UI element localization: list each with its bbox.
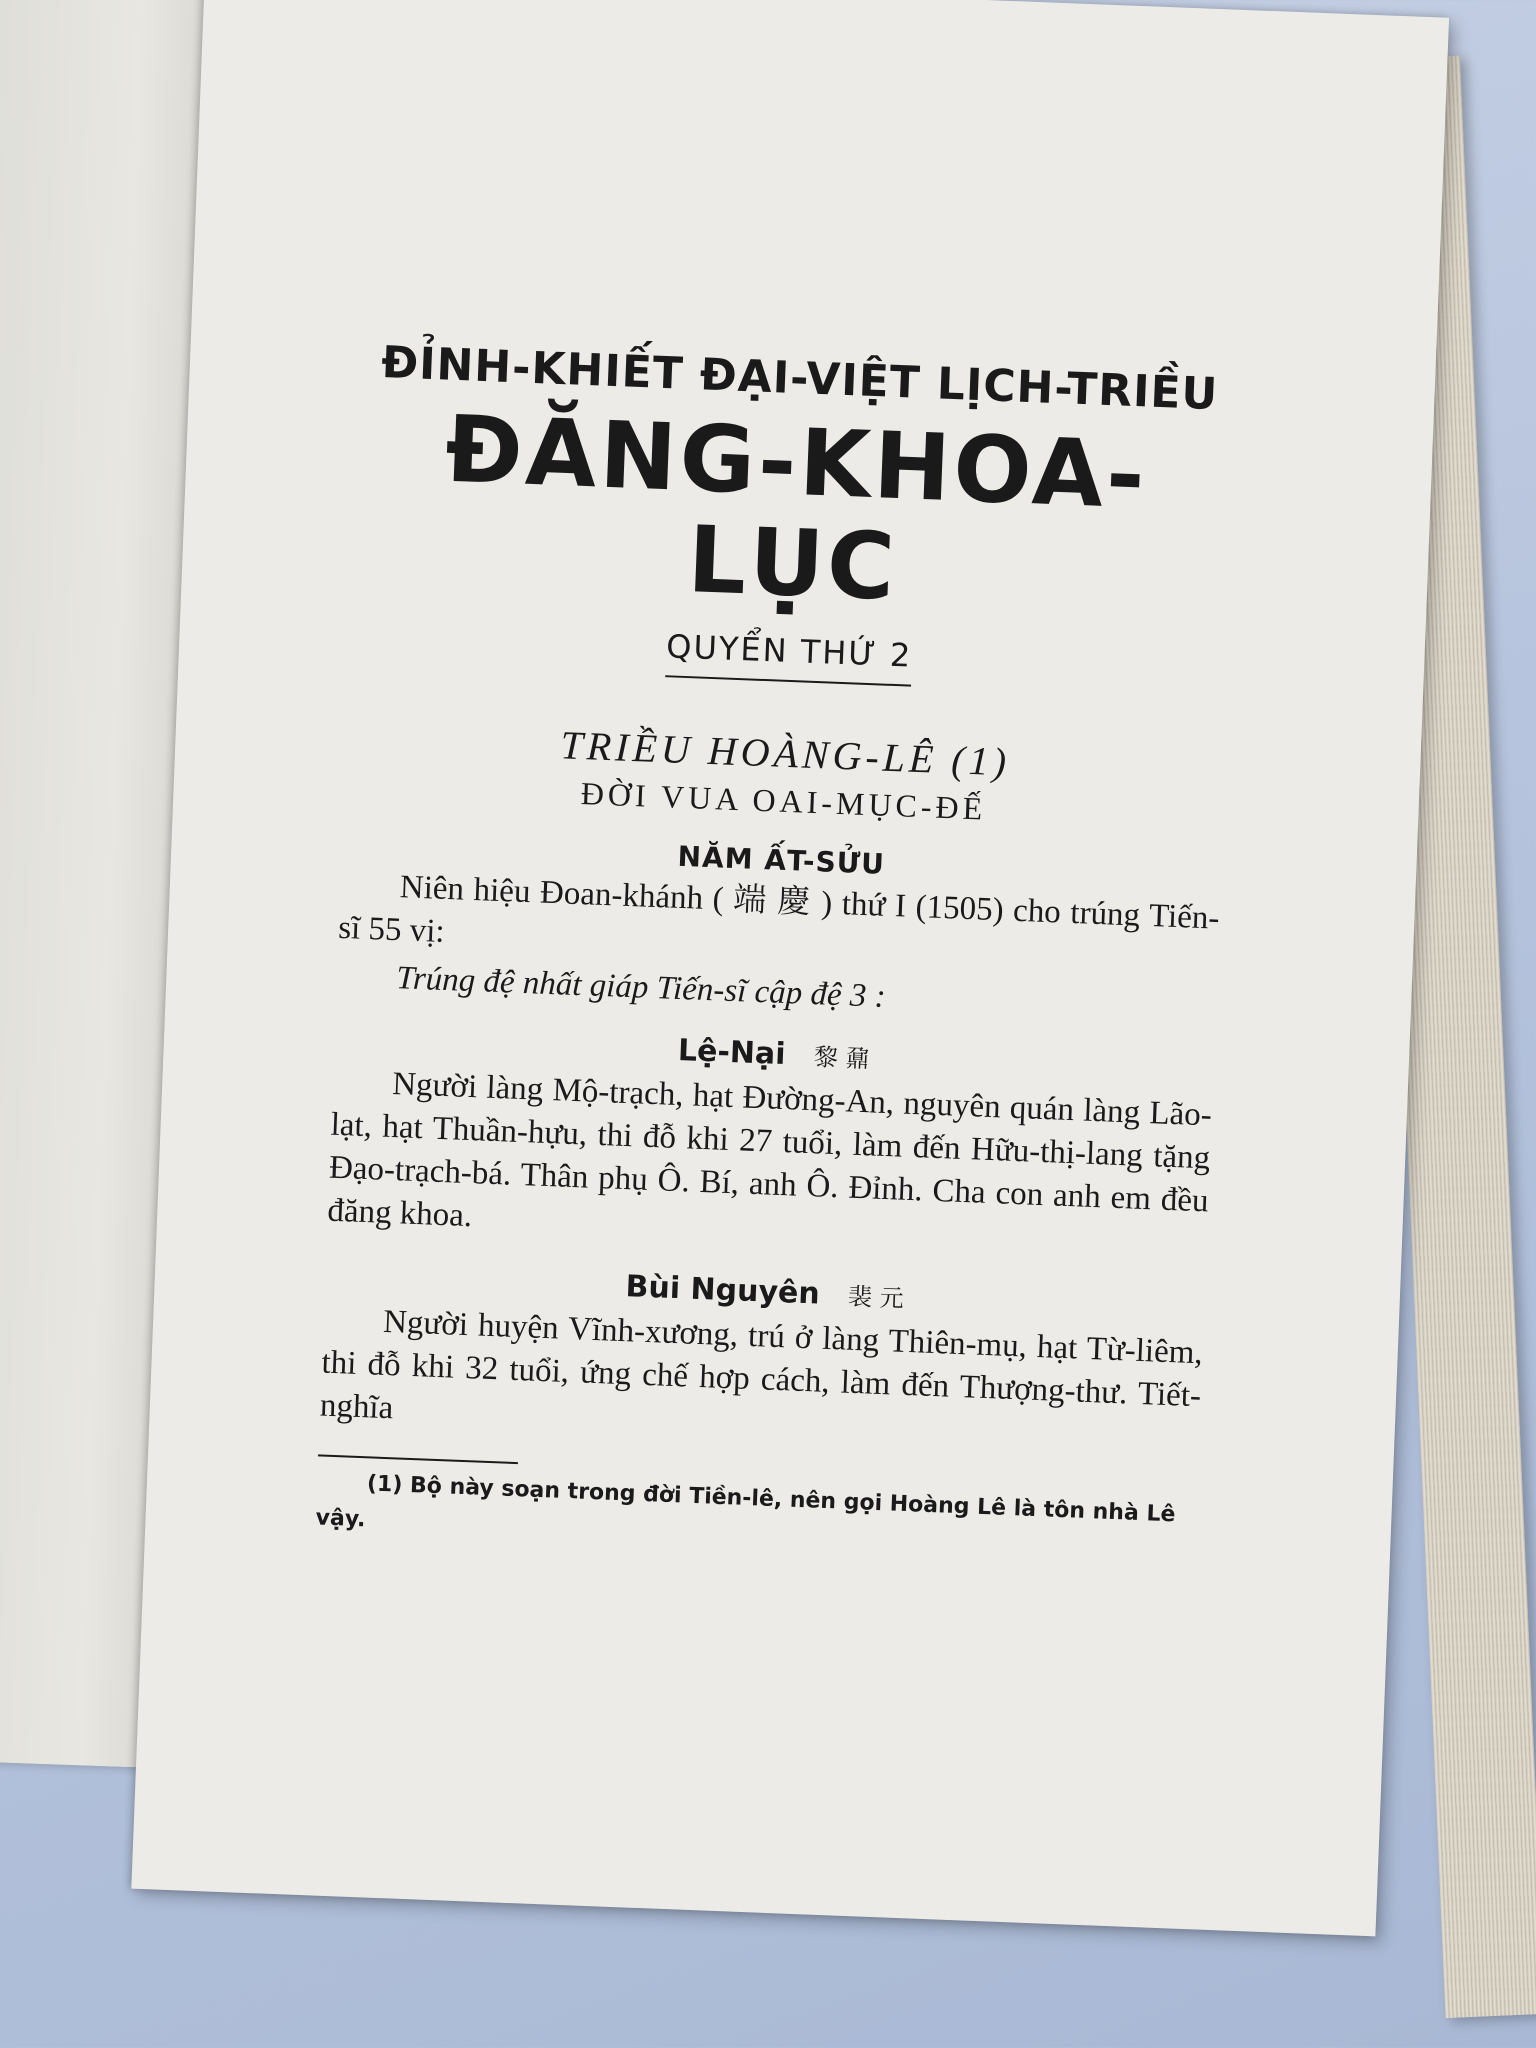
entry-name: Bùi Nguyên (624, 1268, 821, 1312)
main-title: ĐĂNG-KHOA-LỤC (443, 395, 1150, 622)
entry-name: Lệ-Nại (677, 1033, 787, 1073)
reign-heading: ĐỜI VUA OAI-MỤC-ĐẾ (580, 775, 987, 827)
dynasty-heading: TRIỀU HOÀNG-LÊ (1) (559, 722, 1011, 785)
footnote-rule (318, 1455, 518, 1465)
volume-label: QUYỂN THỨ 2 (665, 628, 913, 687)
title-block (341, 336, 1240, 894)
rank-line: Trúng đệ nhất giáp Tiến-sĩ cập đệ 3 : (395, 960, 887, 1016)
entry-name-cjk: 裴 元 (847, 1282, 905, 1313)
entry-name-cjk: 黎 鼐 (813, 1043, 871, 1074)
page-content (315, 336, 1240, 1569)
series-title: ĐỈNH-KHIẾT ĐẠI-VIỆT LỊCH-TRIỀU (380, 337, 1220, 421)
book-page (131, 0, 1449, 1936)
year-heading: NĂM ẤT-SỬU (677, 840, 886, 882)
entry-text: Người làng Mộ-trạch, hạt Đường-An, nguyên quán làng Lão-lạt, hạt Thuần-hựu, thi đỗ khi 27 tuổi, làm đến Hữu-thị-lang tặng Đạo-trạch-bá. Thân phụ Ô. Bí, anh Ô. Đỉnh. Cha con anh em đều đăng khoa. (326, 1066, 1213, 1234)
intro-paragraph: Niên hiệu Đoan-khánh ( 端 慶 ) thứ I (1505) cho trúng Tiến-sĩ 55 vị: (337, 869, 1221, 951)
footnote: (1) Bộ này soạn trong đời Tiền-lê, nên gọi Hoàng Lê là tôn nhà Lê vậy. (315, 1471, 1176, 1532)
entry-text: Người huyện Vĩnh-xương, trú ở làng Thiên-mụ, hạt Từ-liêm, thi đỗ khi 32 tuổi, ứng chế hợp cách, làm đến Thượng-thư. Tiết-nghĩa (319, 1303, 1204, 1426)
